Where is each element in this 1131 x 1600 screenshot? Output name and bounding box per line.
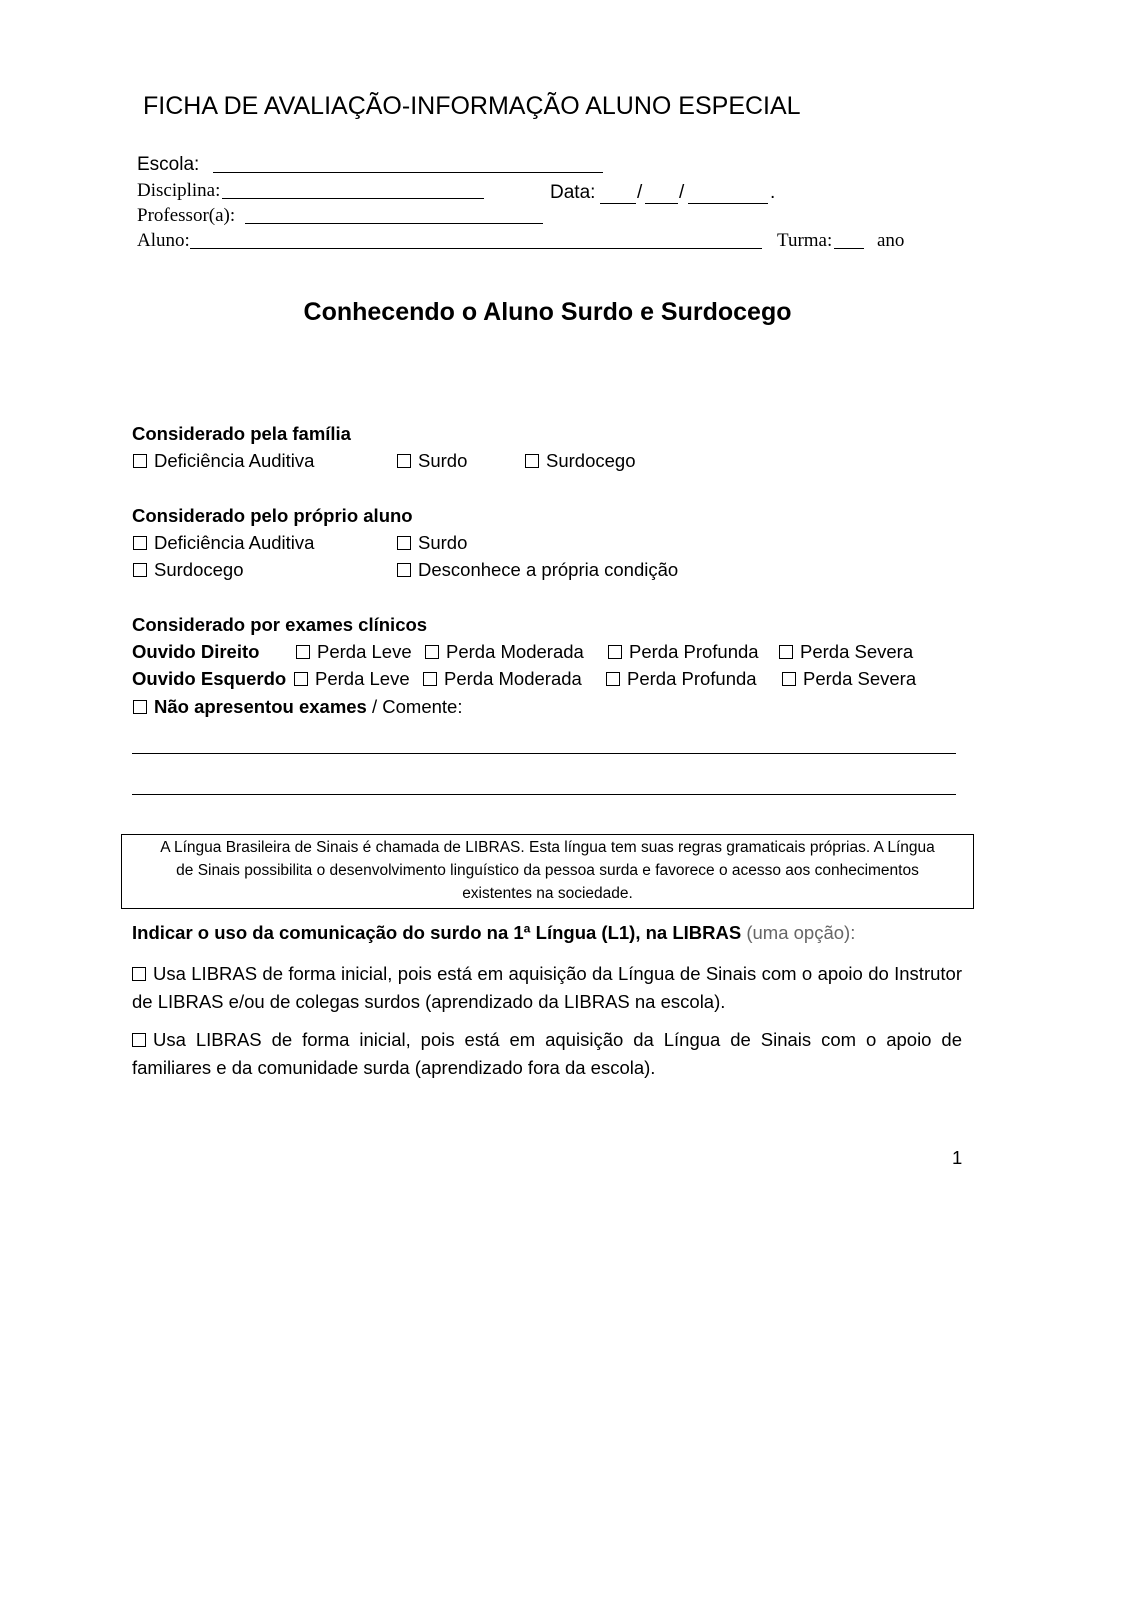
l1-hint: (uma opção):	[741, 922, 856, 943]
checkbox-icon[interactable]	[294, 672, 308, 686]
option-label: Surdo	[418, 532, 468, 553]
l1-heading	[132, 922, 855, 944]
comment-line-1[interactable]	[132, 735, 956, 754]
checkbox-icon[interactable]	[133, 454, 147, 468]
option-label: Deficiência Auditiva	[154, 450, 315, 471]
option-label: Perda Profunda	[627, 668, 757, 689]
info-line: A Língua Brasileira de Sinais é chamada de LIBRAS. Esta língua tem suas regras gramaticais próprias. A Língua	[160, 839, 935, 856]
checkbox-icon[interactable]	[397, 563, 411, 577]
disciplina-field[interactable]	[222, 178, 484, 199]
option-label: Perda Severa	[800, 641, 914, 662]
checkbox-icon[interactable]	[296, 645, 310, 659]
data-month-field[interactable]	[645, 183, 678, 204]
option-label: Perda Severa	[803, 668, 917, 689]
professor-label: Professor(a):	[137, 205, 236, 226]
checkbox-icon[interactable]	[608, 645, 622, 659]
page-number: 1	[952, 1147, 963, 1168]
nao-apresentou-option[interactable]	[133, 696, 462, 718]
direito-perda-leve[interactable]	[296, 641, 412, 663]
checkbox-icon[interactable]	[133, 563, 147, 577]
checkbox-icon[interactable]	[525, 454, 539, 468]
l1-option-1[interactable]	[132, 960, 962, 1016]
checkbox-icon[interactable]	[133, 536, 147, 550]
libras-info-box	[121, 834, 974, 909]
data-end: .	[770, 182, 776, 203]
data-day-field[interactable]	[600, 183, 636, 204]
l1-option-2[interactable]	[132, 1026, 962, 1082]
esquerdo-perda-severa[interactable]	[782, 668, 916, 690]
familia-option-surdocego[interactable]	[525, 450, 635, 472]
checkbox-icon[interactable]	[132, 967, 146, 981]
l1-heading-text: Indicar o uso da comunicação do surdo na 1ª Língua (L1), na LIBRAS	[132, 922, 742, 943]
ouvido-esquerdo-label: Ouvido Esquerdo	[132, 668, 287, 689]
aluno-field[interactable]	[190, 228, 762, 249]
checkbox-icon[interactable]	[779, 645, 793, 659]
option-label: Deficiência Auditiva	[154, 532, 315, 553]
checkbox-icon[interactable]	[782, 672, 796, 686]
section-subtitle: Conhecendo o Aluno Surdo e Surdocego	[303, 298, 792, 326]
aluno-option-surdocego[interactable]	[133, 559, 243, 581]
aluno-heading: Considerado pelo próprio aluno	[132, 505, 413, 526]
ouvido-direito-label: Ouvido Direito	[132, 641, 260, 662]
form-title: FICHA DE AVALIAÇÃO-INFORMAÇÃO ALUNO ESPECIAL	[143, 92, 801, 120]
option-label: Desconhece a própria condição	[418, 559, 679, 580]
option-label: Surdocego	[546, 450, 636, 471]
aluno-option-surdo[interactable]	[397, 532, 467, 554]
option-label: Surdocego	[154, 559, 244, 580]
ano-label: ano	[877, 230, 905, 251]
data-separator: /	[679, 182, 685, 203]
comment-line-2[interactable]	[132, 776, 956, 795]
option-label: Usa LIBRAS de forma inicial, pois está em aquisição da Língua de Sinais com o apoio do Instrutor de LIBRAS e/ou de colegas surdos (aprendizado da LIBRAS na escola).	[132, 963, 962, 1012]
option-label: Perda Leve	[315, 668, 410, 689]
escola-label: Escola:	[137, 154, 200, 175]
checkbox-icon[interactable]	[132, 1033, 146, 1047]
escola-field[interactable]	[213, 152, 603, 173]
checkbox-icon[interactable]	[133, 700, 147, 714]
option-label: Não apresentou exames	[154, 696, 367, 717]
turma-label: Turma:	[777, 230, 833, 251]
esquerdo-perda-leve[interactable]	[294, 668, 410, 690]
option-label: Perda Moderada	[446, 641, 584, 662]
aluno-option-deficiencia[interactable]	[133, 532, 314, 554]
checkbox-icon[interactable]	[423, 672, 437, 686]
comente-label: / Comente:	[366, 696, 463, 717]
info-line: existentes na sociedade.	[462, 885, 633, 902]
direito-perda-profunda[interactable]	[608, 641, 759, 663]
option-label: Perda Leve	[317, 641, 412, 662]
data-separator: /	[637, 182, 643, 203]
option-label: Perda Profunda	[629, 641, 759, 662]
familia-heading: Considerado pela família	[132, 423, 351, 444]
option-label: Surdo	[418, 450, 468, 471]
option-label: Usa LIBRAS de forma inicial, pois está em aquisição da Língua de Sinais com o apoio de familiares e da comunidade surda (aprendizado fora da escola).	[132, 1029, 962, 1078]
aluno-label: Aluno:	[137, 230, 190, 251]
option-label: Perda Moderada	[444, 668, 582, 689]
checkbox-icon[interactable]	[397, 454, 411, 468]
data-year-field[interactable]	[688, 183, 768, 204]
exames-heading: Considerado por exames clínicos	[132, 614, 428, 635]
familia-option-deficiencia[interactable]	[133, 450, 314, 472]
esquerdo-perda-profunda[interactable]	[606, 668, 757, 690]
esquerdo-perda-moderada[interactable]	[423, 668, 582, 690]
direito-perda-moderada[interactable]	[425, 641, 584, 663]
turma-field[interactable]	[834, 228, 864, 249]
familia-option-surdo[interactable]	[397, 450, 467, 472]
info-line: de Sinais possibilita o desenvolvimento linguístico da pessoa surda e favorece o acesso aos conhecimentos	[176, 862, 919, 879]
checkbox-icon[interactable]	[606, 672, 620, 686]
direito-perda-severa[interactable]	[779, 641, 913, 663]
checkbox-icon[interactable]	[425, 645, 439, 659]
disciplina-label: Disciplina:	[137, 180, 221, 201]
professor-field[interactable]	[245, 203, 543, 224]
data-label: Data:	[550, 182, 596, 203]
aluno-option-desconhece[interactable]	[397, 559, 678, 581]
checkbox-icon[interactable]	[397, 536, 411, 550]
